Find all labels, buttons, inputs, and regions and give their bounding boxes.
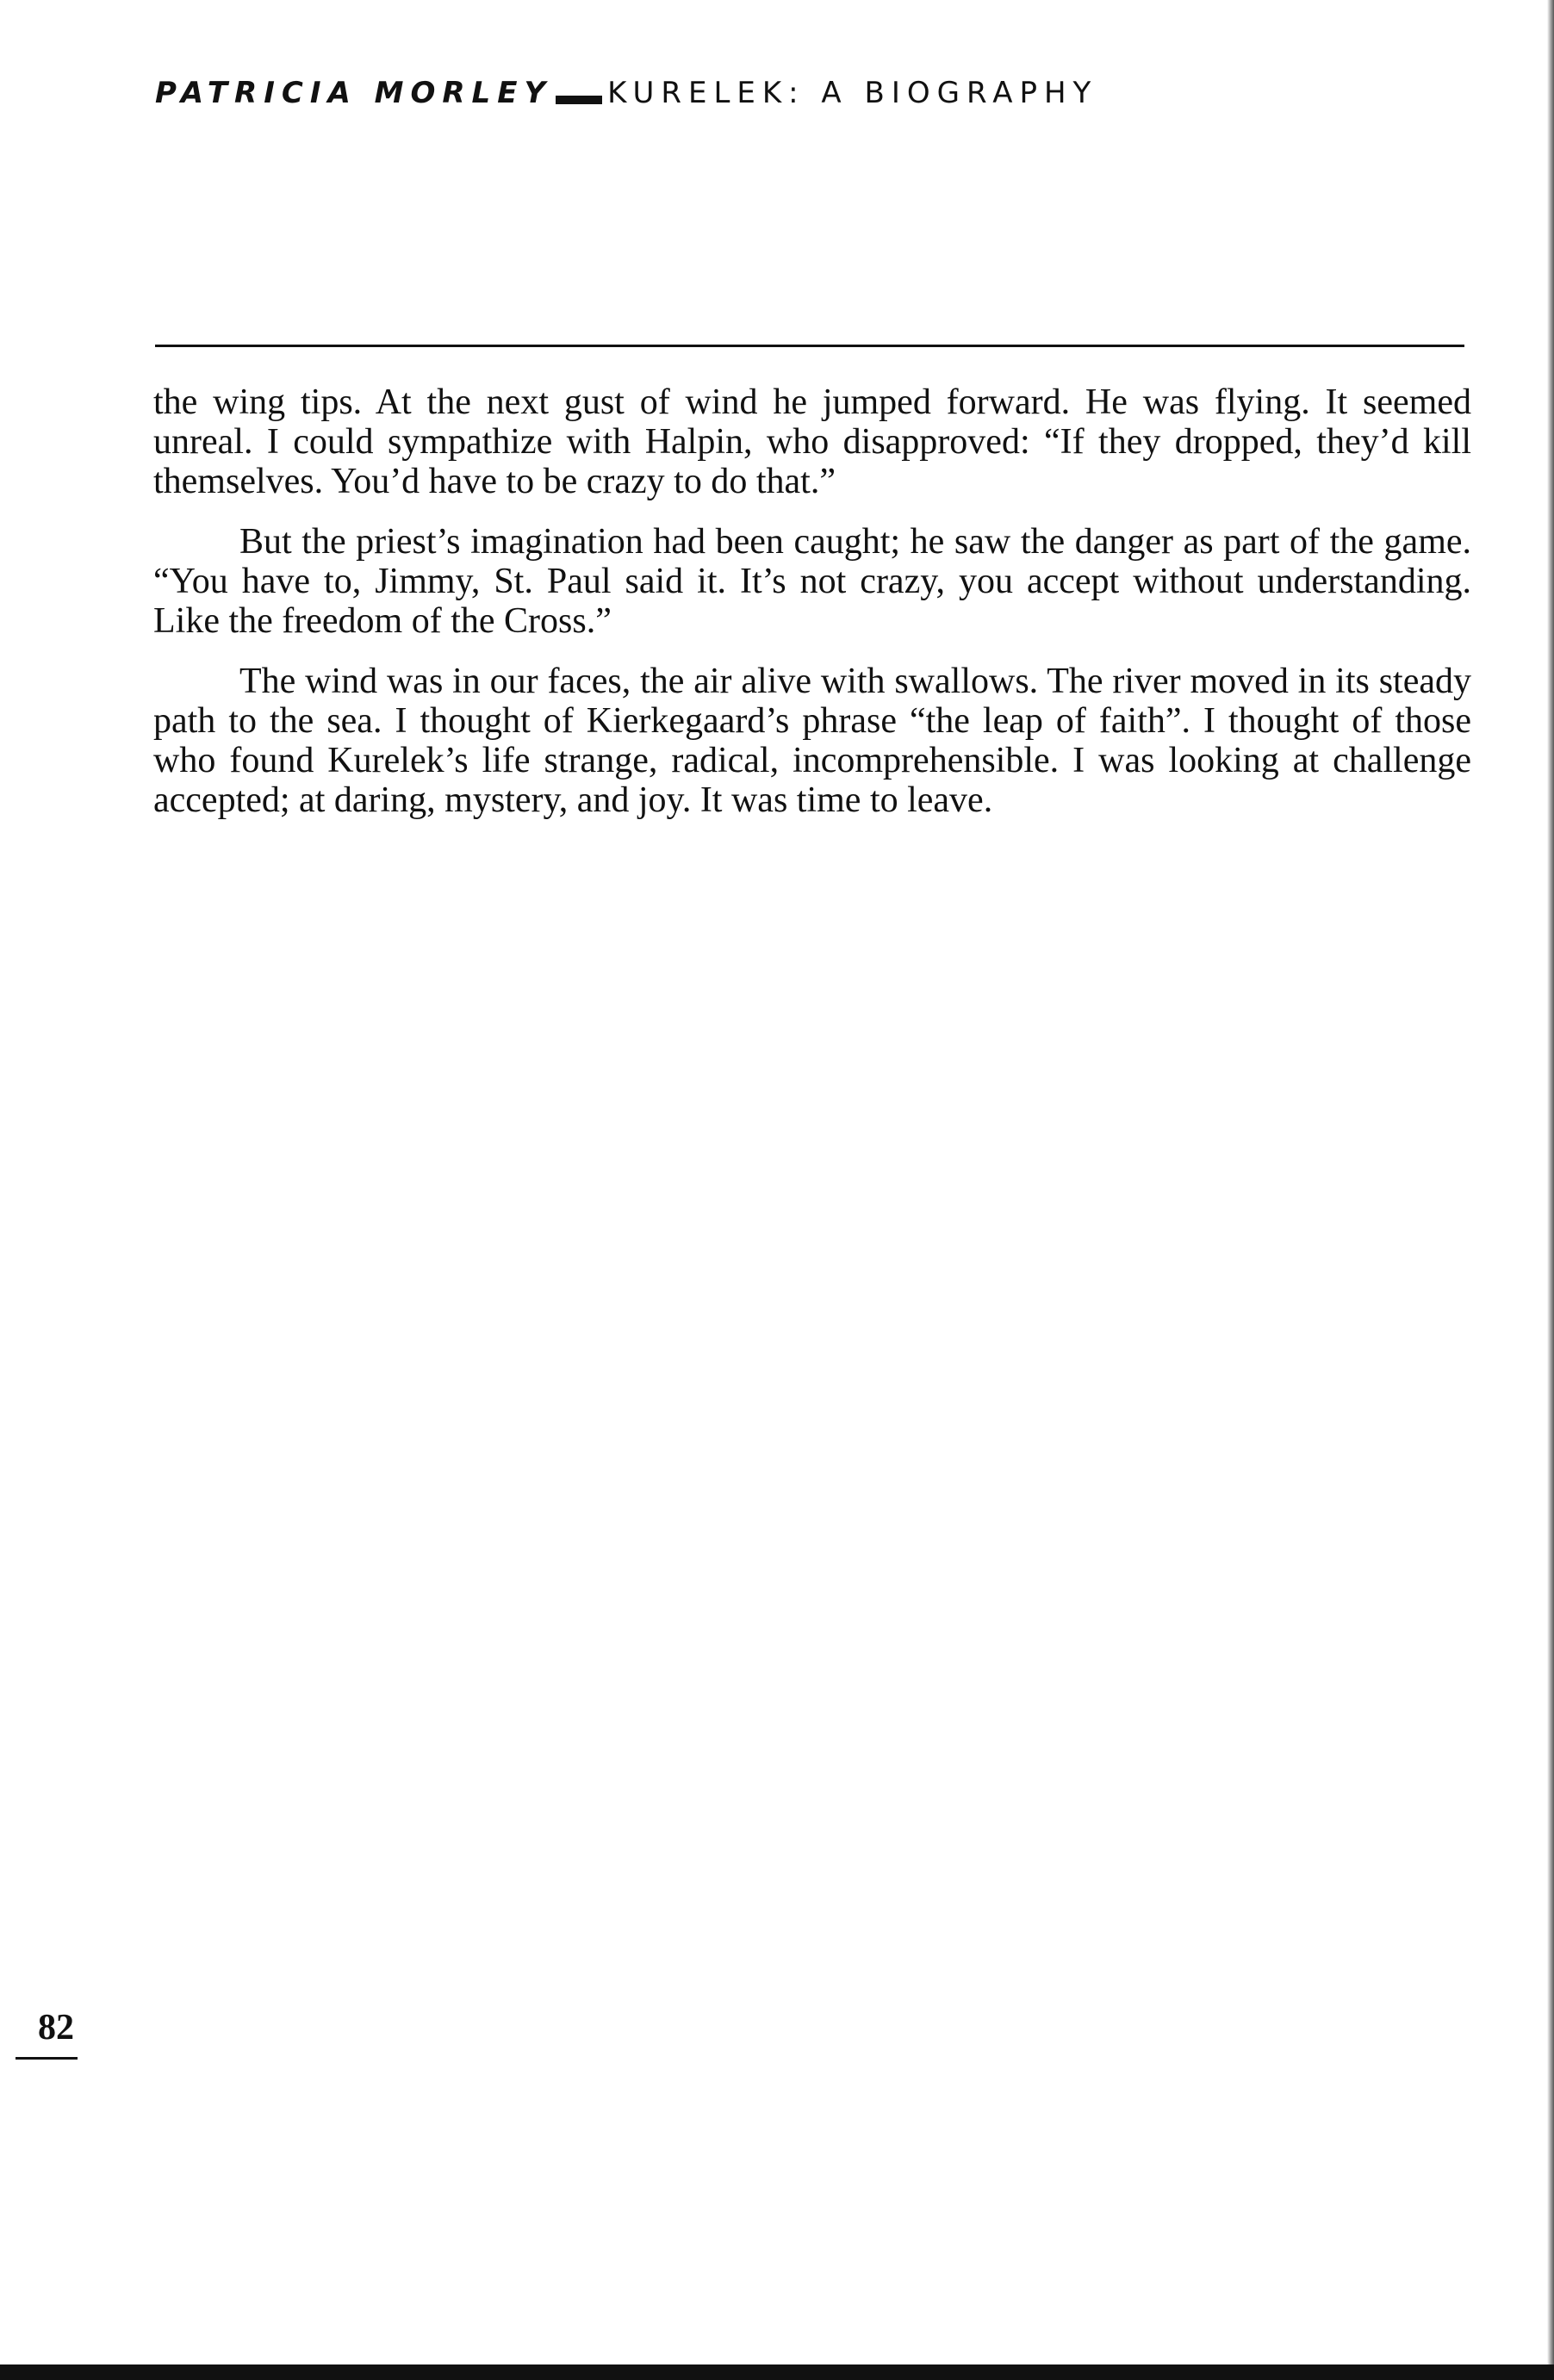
paragraph-3: The wind was in our faces, the air alive with swallows. The river moved in its steady path to the sea. I thought of Kierkegaard’s phrase “the leap of faith”. I thought of those who found Kurelek’s life strange, radical, incomprehensible. I was looking at challenge accepted; at daring, mystery, and joy. It was time to leave. (153, 662, 1471, 820)
header-rule (155, 345, 1464, 347)
running-head (155, 76, 1097, 110)
page-number-rule (16, 2057, 78, 2060)
paragraph-2: But the priest’s imagination had been caught; he saw the danger as part of the game. “You have to, Jimmy, St. Paul said it. It’s not crazy, you accept without understanding. Like the freedom of the Cross.” (153, 522, 1471, 641)
running-head-author: PATRICIA MORLEY (155, 76, 553, 110)
body-text (153, 382, 1471, 841)
page-number: 82 (38, 2008, 74, 2048)
scan-edge-bottom (0, 2364, 1554, 2380)
paragraph-1: the wing tips. At the next gust of wind he jumped forward. He was flying. It seemed unreal. I could sympathize with Halpin, who disapproved: “If they dropped, they’d kill themselves. You’d have to be crazy to do that.” (153, 382, 1471, 501)
running-head-separator (556, 96, 602, 104)
scan-edge-right (1547, 0, 1554, 2380)
running-head-book-title: KURELEK: A BIOGRAPHY (607, 76, 1098, 110)
